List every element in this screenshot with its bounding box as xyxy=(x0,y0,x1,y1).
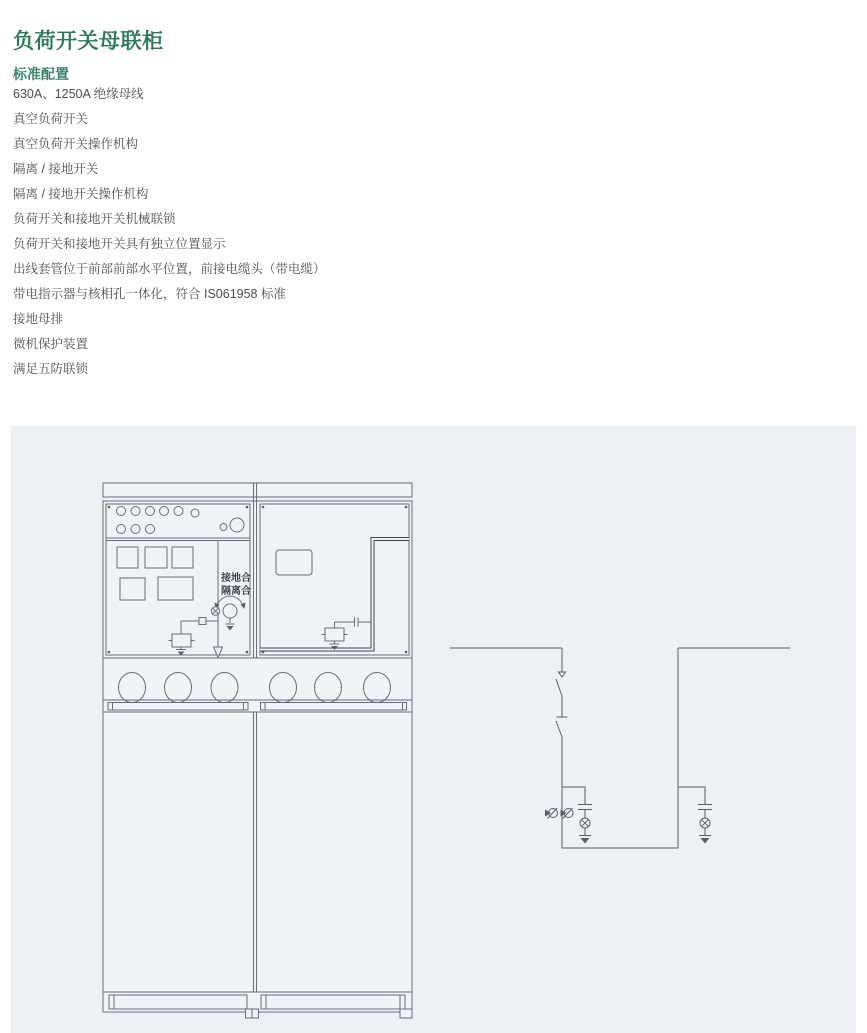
disconnector-symbol xyxy=(556,717,568,737)
feature-item: 真空负荷开关 xyxy=(13,112,89,126)
single-line-diagram xyxy=(450,648,790,848)
feature-item: 接地母排 xyxy=(13,312,64,326)
page-title: 负荷开关母联柜 xyxy=(13,30,164,54)
technical-drawing xyxy=(11,426,856,1033)
feature-item: 负荷开关和接地开关机械联锁 xyxy=(13,212,176,226)
feature-item: 隔离 / 接地开关 xyxy=(13,162,99,176)
feature-item: 630A、1250A 绝缘母线 xyxy=(13,87,144,101)
bus-tie-connection xyxy=(562,648,678,848)
feature-item: 满足五防联锁 xyxy=(13,362,89,376)
voltage-test-plug-icon xyxy=(545,808,558,819)
diagram-panel xyxy=(11,426,856,1033)
section-title: 标准配置 xyxy=(13,65,69,82)
feature-item: 微机保护装置 xyxy=(13,337,89,351)
feature-item: 带电指示器与核相孔一体化，符合 IS061958 标准 xyxy=(13,287,286,301)
dial-label-line1: 接地合 xyxy=(221,573,251,584)
cabinet-doors xyxy=(103,712,412,992)
load-break-switch-symbol xyxy=(556,648,566,696)
earth-symbol xyxy=(581,838,590,844)
feature-item: 真空负荷开关操作机构 xyxy=(13,137,139,151)
feature-item: 负荷开关和接地开关具有独立位置显示 xyxy=(13,237,226,251)
feature-item: 隔离 / 接地开关操作机构 xyxy=(13,187,149,201)
cabinet-plinth xyxy=(103,992,412,1018)
feature-item: 出线套管位于前部前部水平位置，前接电缆头（带电缆） xyxy=(13,262,326,276)
cabinet-foot xyxy=(400,1009,412,1018)
cabinet-front-view xyxy=(103,483,412,1018)
dial-label-line2: 隔离合 xyxy=(221,586,251,597)
earth-symbol xyxy=(701,838,710,844)
right-voltage-indicator xyxy=(678,787,712,844)
cabinet-top-cap xyxy=(103,483,412,497)
cable-compartment xyxy=(103,658,412,712)
feature-list xyxy=(13,82,326,382)
